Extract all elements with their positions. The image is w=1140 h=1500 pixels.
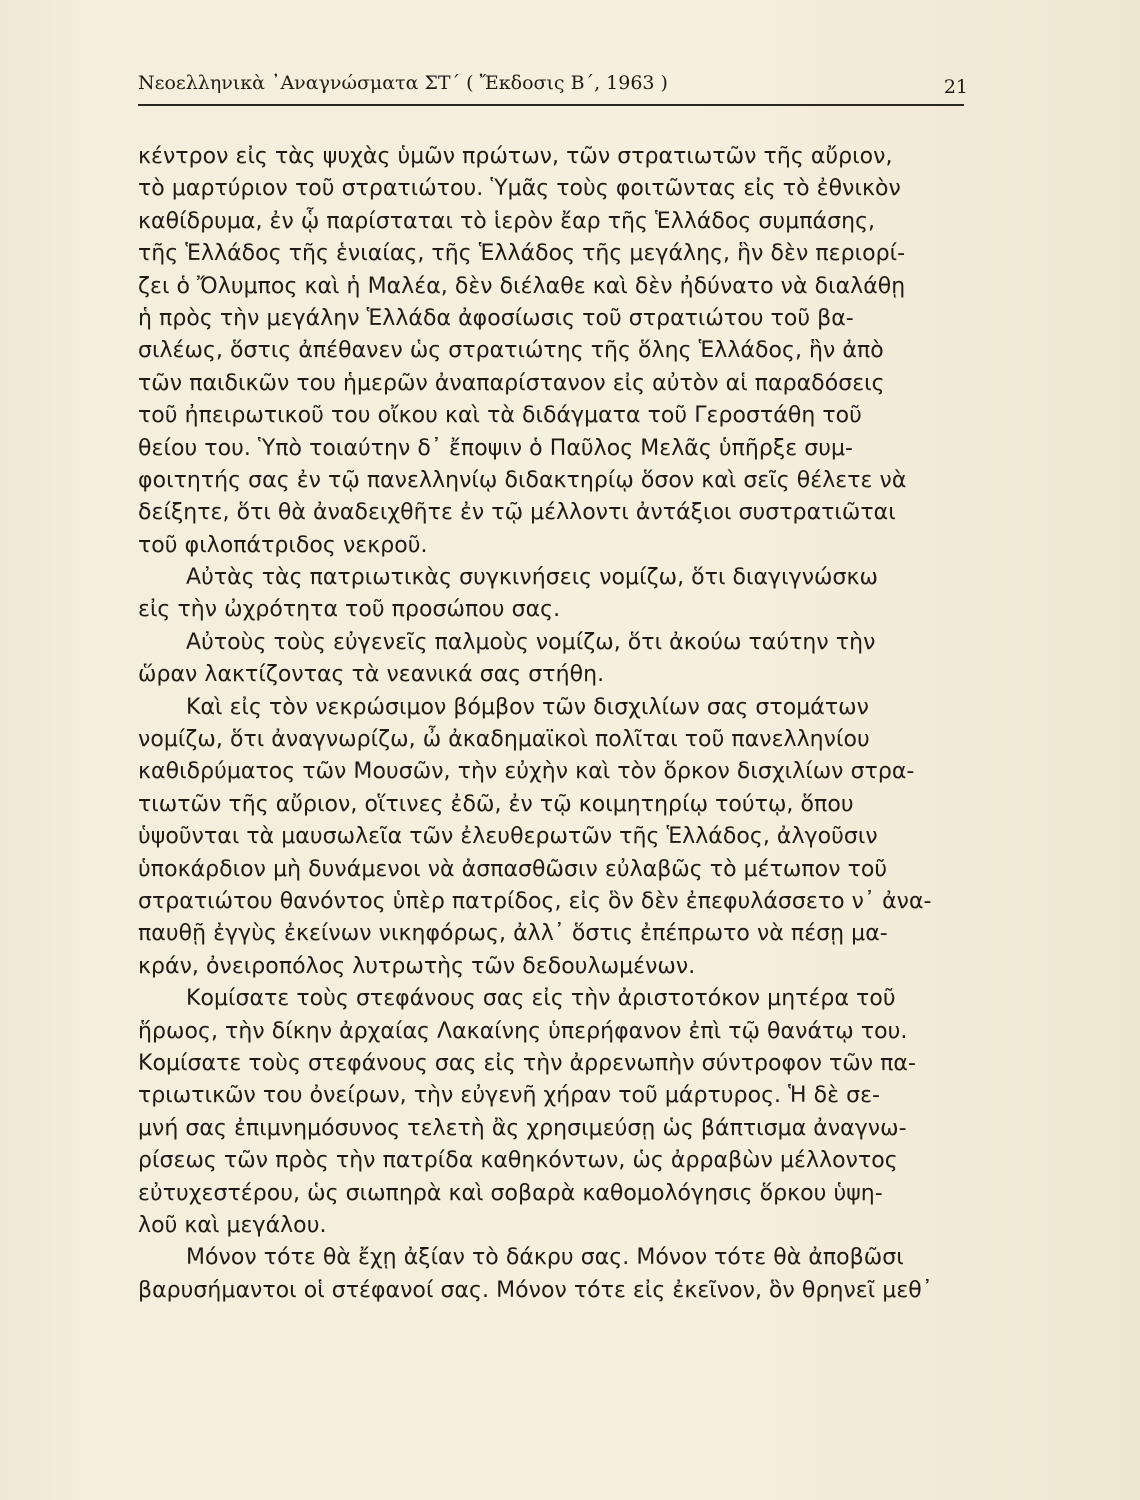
- text-line: δείξητε, ὅτι θὰ ἀναδειχθῆτε ἐν τῷ μέλλοντι ἀντάξιοι συστρατιῶται: [138, 500, 896, 526]
- text-line: βαρυσήμαντοι οἱ στέφανοί σας. Μόνον τότε εἰς ἐκεῖνον, ὃν θρηνεῖ μεθ᾿: [138, 1277, 933, 1303]
- text-line: καθιδρύματος τῶν Μουσῶν, τὴν εὐχὴν καὶ τὸν ὅρκον δισχιλίων στρα-: [138, 759, 915, 785]
- text-line: τιωτῶν τῆς αὔριον, οἵτινες ἐδῶ, ἐν τῷ κοιμητηρίῳ τούτῳ, ὅπου: [138, 791, 854, 817]
- text-line: ὑποκάρδιον μὴ δυνάμενοι νὰ ἀσπασθῶσιν εὐλαβῶς τὸ μέτωπον τοῦ: [138, 856, 888, 882]
- text-line: Κομίσατε τοὺς στεφάνους σας εἰς τὴν ἀριστοτόκον μητέρα τοῦ: [186, 986, 896, 1012]
- text-line: Αὐτοὺς τοὺς εὐγενεῖς παλμοὺς νομίζω, ὅτι ἀκούω ταύτην τὴν: [186, 629, 876, 655]
- text-line: φοιτητής σας ἐν τῷ πανελληνίῳ διδακτηρίῳ ὅσον καὶ σεῖς θέλετε νὰ: [138, 467, 907, 493]
- text-line: στρατιώτου θανόντος ὑπὲρ πατρίδος, εἰς ὃν δὲν ἐπεφυλάσσετο ν᾿ ἀνα-: [138, 888, 932, 914]
- text-line: ἥρωος, τὴν δίκην ἀρχαίας Λακαίνης ὑπερήφανον ἐπὶ τῷ θανάτῳ του.: [138, 1018, 908, 1044]
- text-line: τριωτικῶν του ὀνείρων, τὴν εὐγενῆ χήραν τοῦ μάρτυρος. Ἡ δὲ σε-: [138, 1083, 881, 1109]
- text-line: νομίζω, ὅτι ἀναγνωρίζω, ὦ ἀκαδημαϊκοὶ πολῖται τοῦ πανελληνίου: [138, 727, 870, 753]
- text-line: κέντρον εἰς τὰς ψυχὰς ὑμῶν πρώτων, τῶν στρατιωτῶν τῆς αὔριον,: [138, 144, 893, 169]
- header-rule: [138, 104, 964, 106]
- text-line: ἡ πρὸς τὴν μεγάλην Ἑλλάδα ἀφοσίωσις τοῦ στρατιώτου τοῦ βα-: [138, 305, 854, 331]
- text-line: Κομίσατε τοὺς στεφάνους σας εἰς τὴν ἀρρενωπὴν σύντροφον τῶν πα-: [138, 1050, 916, 1076]
- text-line: ὥραν λακτίζοντας τὰ νεανικά σας στήθη.: [138, 662, 605, 688]
- text-line: εὐτυχεστέρου, ὡς σιωπηρὰ καὶ σοβαρὰ καθομολόγησις ὅρκου ὑψη-: [138, 1180, 883, 1206]
- text-line: θείου του. Ὑπὸ τοιαύτην δ᾿ ἔποψιν ὁ Παῦλος Μελᾶς ὑπῆρξε συμ-: [138, 435, 854, 461]
- text-line: τοῦ φιλοπάτριδος νεκροῦ.: [138, 532, 428, 558]
- text-line: εἰς τὴν ὠχρότητα τοῦ προσώπου σας.: [138, 597, 561, 623]
- text-line: καθίδρυμα, ἐν ᾧ παρίσταται τὸ ἱερὸν ἔαρ τῆς Ἑλλάδος συμπάσης,: [138, 208, 876, 234]
- text-line: Αὐτὰς τὰς πατριωτικὰς συγκινήσεις νομίζω, ὅτι διαγιγνώσκω: [186, 565, 878, 591]
- text-line: τῶν παιδικῶν του ἡμερῶν ἀναπαρίστανον εἰς αὐτὸν αἱ παραδόσεις: [138, 370, 885, 396]
- text-line: μνή σας ἐπιμνημόσυνος τελετὴ ἂς χρησιμεύσῃ ὡς βάπτισμα ἀναγνω-: [138, 1115, 907, 1141]
- text-line: κράν, ὀνειροπόλος λυτρωτὴς τῶν δεδουλωμένων.: [138, 953, 696, 979]
- page-number: 21: [943, 76, 968, 98]
- text-line: τὸ μαρτύριον τοῦ στρατιώτου. Ὑμᾶς τοὺς φοιτῶντας εἰς τὸ ἐθνικὸν: [138, 176, 901, 202]
- text-line: τῆς Ἑλλάδος τῆς ἑνιαίας, τῆς Ἑλλάδος τῆς μεγάλης, ἣν δὲν περιορί-: [138, 241, 906, 267]
- text-line: σιλέως, ὅστις ἀπέθανεν ὡς στρατιώτης τῆς ὅλης Ἑλλάδος, ἣν ἀπὸ: [138, 338, 884, 364]
- text-line: ρίσεως τῶν πρὸς τὴν πατρίδα καθηκόντων, ὡς ἀρραβὼν μέλλοντος: [138, 1148, 898, 1174]
- book-title: Νεοελληνικὰ ᾿Αναγνώσματα ΣΤ΄ ( Ἔκδοσις Β΄, 1963 ): [138, 72, 668, 94]
- text-line: τοῦ ἠπειρωτικοῦ του οἴκου καὶ τὰ διδάγματα τοῦ Γεροστάθη τοῦ: [138, 403, 862, 429]
- text-line: παυθῇ ἐγγὺς ἐκείνων νικηφόρως, ἀλλ᾿ ὅστις ἐπέπρωτο νὰ πέσῃ μα-: [138, 921, 888, 947]
- text-line: ζει ὁ Ὄλυμπος καὶ ἡ Μαλέα, δὲν διέλαθε καὶ δὲν ἠδύνατο νὰ διαλάθῃ: [138, 273, 906, 299]
- text-line: Μόνον τότε θὰ ἔχῃ ἀξίαν τὸ δάκρυ σας. Μόνον τότε θὰ ἀποβῶσι: [186, 1245, 904, 1271]
- text-line: λοῦ καὶ μεγάλου.: [138, 1212, 327, 1238]
- body-text: [138, 141, 973, 1307]
- text-line: ὑψοῦνται τὰ μαυσωλεῖα τῶν ἐλευθερωτῶν τῆς Ἑλλάδος, ἀλγοῦσιν: [138, 824, 878, 850]
- running-header: [138, 66, 968, 100]
- text-line: Καὶ εἰς τὸν νεκρώσιμον βόμβον τῶν δισχιλίων σας στομάτων: [186, 694, 869, 720]
